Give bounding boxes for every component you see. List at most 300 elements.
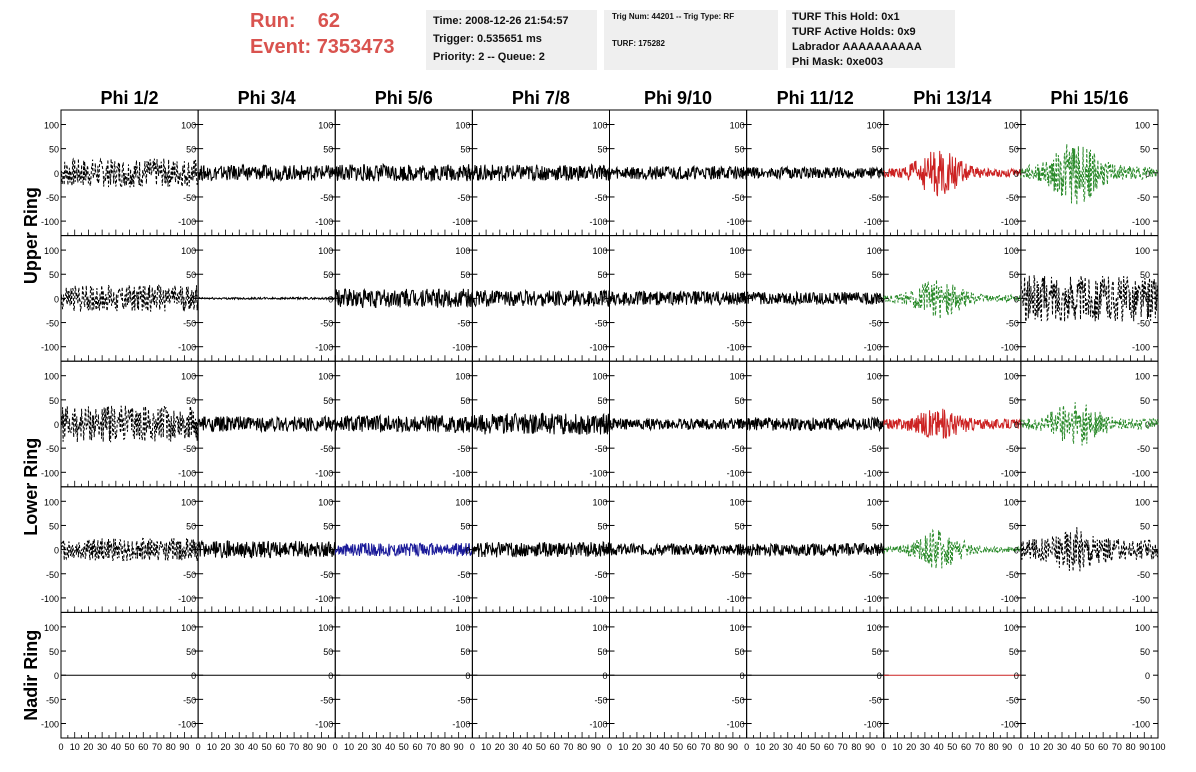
y-tick-label: 50 [871, 521, 882, 532]
y-tick-label: 50 [1139, 647, 1150, 658]
y-tick-label: -100 [452, 342, 471, 353]
y-tick-label: -100 [589, 593, 608, 604]
y-tick-label: -100 [1131, 342, 1150, 353]
y-tick-label: -100 [863, 342, 882, 353]
x-tick-label: 50 [947, 742, 958, 752]
y-tick-label: 50 [734, 521, 745, 532]
y-tick-label: -50 [1005, 695, 1019, 706]
y-tick-label: 0 [1144, 545, 1150, 556]
phi-mask-text: Phi Mask: 0xe003 [792, 56, 884, 68]
waveform-trace [61, 159, 198, 188]
y-tick-label: 100 [1134, 371, 1150, 382]
x-tick-label: 10 [343, 742, 354, 752]
y-tick-label: 50 [48, 395, 59, 406]
column-title: Phi 5/6 [374, 88, 433, 108]
x-tick-label: 40 [385, 742, 396, 752]
waveform-trace [1021, 402, 1158, 445]
x-tick-label: 20 [631, 742, 642, 752]
waveform-trace [884, 280, 1021, 319]
x-tick-label: 70 [426, 742, 437, 752]
x-tick-label: 60 [138, 742, 149, 752]
y-tick-label: 0 [602, 671, 608, 682]
y-tick-label: 100 [729, 246, 745, 257]
waveform-trace [335, 415, 472, 432]
y-tick-label: 0 [465, 168, 471, 179]
y-tick-label: 100 [866, 246, 882, 257]
x-tick-label: 40 [1070, 742, 1081, 752]
y-tick-label: 0 [465, 420, 471, 430]
y-tick-label: 100 [1003, 246, 1019, 257]
y-tick-label: 50 [1139, 395, 1150, 406]
x-tick-label: 20 [83, 742, 94, 752]
y-tick-label: -100 [863, 468, 882, 479]
x-tick-label: 0 [881, 742, 887, 752]
x-tick-label: 0 [606, 742, 613, 752]
y-tick-label: -50 [457, 318, 471, 329]
x-tick-label: 20 [769, 742, 780, 752]
y-tick-label: 50 [1139, 521, 1150, 532]
y-tick-label: 50 [1008, 395, 1019, 406]
y-tick-label: 0 [328, 420, 334, 430]
x-tick-label: 30 [919, 742, 930, 752]
y-tick-label: -100 [589, 468, 608, 479]
x-tick-label: 60 [961, 742, 972, 752]
y-tick-label: -100 [1131, 719, 1150, 730]
column-title: Phi 9/10 [644, 88, 713, 108]
waveform-trace [61, 406, 198, 443]
y-tick-label: -50 [731, 318, 745, 329]
y-tick-label: 0 [328, 671, 334, 682]
y-tick-label: -100 [315, 468, 334, 479]
y-tick-label: 0 [328, 294, 334, 305]
waveform-trace [335, 543, 472, 556]
y-tick-label: 100 [729, 371, 745, 382]
x-tick-label: 70 [700, 742, 711, 752]
y-tick-label: -50 [320, 318, 334, 329]
x-tick-label: 0 [58, 742, 64, 752]
y-tick-label: -50 [320, 192, 334, 203]
y-tick-label: 0 [328, 545, 334, 556]
y-tick-label: 100 [43, 120, 59, 131]
y-tick-label: 50 [1008, 521, 1019, 532]
x-tick-label: 20 [220, 742, 231, 752]
waveform-trace [747, 417, 884, 430]
turf-text: TURF: 175282 [612, 39, 665, 48]
x-tick-label: 40 [796, 742, 807, 752]
y-tick-label: -100 [589, 342, 608, 353]
y-tick-label: -50 [594, 444, 608, 455]
waveform-trace [747, 292, 884, 304]
y-tick-label: -100 [1131, 468, 1150, 479]
y-tick-label: 50 [871, 144, 882, 155]
waveform-trace [472, 413, 609, 434]
y-tick-label: 100 [592, 622, 608, 633]
y-tick-label: 50 [871, 647, 882, 658]
y-tick-label: 50 [734, 144, 745, 155]
x-tick-label: 80 [988, 742, 999, 752]
y-tick-label: -50 [731, 695, 745, 706]
y-tick-label: -50 [320, 695, 334, 706]
waveform-trace [610, 291, 747, 305]
x-tick-label: 90 [590, 742, 601, 752]
y-tick-label: -100 [1000, 719, 1019, 730]
x-tick-label: 70 [974, 742, 985, 752]
row-label: Nadir Ring [21, 629, 41, 721]
y-tick-label: -100 [178, 719, 197, 730]
x-tick-label: 80 [1125, 742, 1136, 752]
y-tick-label: -50 [868, 318, 882, 329]
column-title: Phi 3/4 [237, 88, 296, 108]
y-tick-label: 100 [455, 246, 471, 257]
y-tick-label: -100 [315, 719, 334, 730]
x-tick-label: 10 [69, 742, 80, 752]
y-tick-label: 0 [53, 545, 59, 556]
x-tick-label: 50 [261, 742, 272, 752]
y-tick-label: 100 [729, 622, 745, 633]
y-tick-label: 50 [323, 144, 334, 155]
y-tick-label: -50 [1005, 444, 1019, 455]
waveform-trace [747, 543, 884, 556]
x-tick-label: 0 [744, 742, 750, 752]
y-tick-label: 0 [328, 168, 334, 179]
x-tick-label: 0 [195, 742, 201, 752]
y-tick-label: 0 [1013, 671, 1019, 682]
x-tick-label: 70 [1111, 742, 1122, 752]
y-tick-label: 50 [597, 270, 608, 281]
x-tick-label: 50 [398, 742, 409, 752]
y-tick-label: 100 [43, 622, 59, 633]
column-title: Phi 13/14 [913, 88, 992, 108]
y-tick-label: -100 [589, 217, 608, 228]
x-tick-label: 70 [563, 742, 574, 752]
y-tick-label: 0 [1013, 168, 1019, 179]
y-tick-label: 0 [191, 168, 197, 179]
y-tick-label: 50 [460, 521, 471, 532]
x-tick-label: 10 [1029, 742, 1040, 752]
x-tick-label: 90 [1002, 742, 1013, 752]
x-tick-label: 0 [469, 742, 475, 752]
y-tick-label: 0 [1144, 671, 1150, 682]
y-tick-label: -100 [726, 342, 745, 353]
y-tick-label: 100 [592, 120, 608, 131]
y-tick-label: -50 [457, 192, 471, 203]
waveform-trace [472, 290, 609, 306]
y-tick-label: 100 [318, 371, 334, 382]
run-value: 62 [317, 10, 341, 32]
y-tick-label: 100 [318, 246, 334, 257]
y-tick-label: 0 [465, 545, 471, 556]
x-tick-label: 80 [302, 742, 313, 752]
x-tick-label: 30 [782, 742, 793, 752]
y-tick-label: 0 [53, 671, 59, 682]
x-tick-label: 20 [906, 742, 917, 752]
x-tick-label: 50 [673, 742, 684, 752]
y-tick-label: -100 [315, 217, 334, 228]
y-tick-label: -50 [1005, 318, 1019, 329]
waveform-trace [610, 418, 747, 430]
y-tick-label: -50 [868, 192, 882, 203]
waveform-trace [335, 164, 472, 181]
y-tick-label: 0 [602, 294, 608, 305]
y-tick-label: 0 [1013, 420, 1019, 430]
x-tick-label: 10 [618, 742, 629, 752]
y-tick-label: -100 [863, 719, 882, 730]
y-tick-label: 0 [876, 168, 882, 179]
x-tick-label: 30 [97, 742, 108, 752]
y-tick-label: -50 [45, 192, 59, 203]
time-text: Time: 2008-12-26 21:54:57 [433, 15, 569, 27]
y-tick-label: -100 [452, 468, 471, 479]
y-tick-label: 50 [597, 647, 608, 658]
y-tick-label: 50 [48, 270, 59, 281]
x-tick-label: 60 [823, 742, 834, 752]
y-tick-label: 100 [43, 371, 59, 382]
y-tick-label: 50 [48, 521, 59, 532]
trig-num-text: Trig Num: 44201 -- Trig Type: RF [612, 12, 735, 21]
y-tick-label: 100 [866, 371, 882, 382]
y-tick-label: 0 [53, 294, 59, 305]
x-tick-label: 40 [659, 742, 670, 752]
y-tick-label: 50 [734, 395, 745, 406]
y-tick-label: 0 [465, 294, 471, 305]
y-tick-label: -100 [726, 719, 745, 730]
y-tick-label: -100 [178, 468, 197, 479]
y-tick-label: 100 [866, 622, 882, 633]
x-tick-label: 30 [508, 742, 519, 752]
y-tick-label: 100 [1003, 371, 1019, 382]
y-tick-label: -50 [868, 569, 882, 580]
y-tick-label: 50 [186, 395, 197, 406]
y-tick-label: 0 [739, 420, 745, 430]
y-tick-label: 50 [186, 270, 197, 281]
y-tick-label: -100 [452, 719, 471, 730]
y-tick-label: -50 [731, 569, 745, 580]
y-tick-label: -50 [457, 569, 471, 580]
labrador-text: Labrador AAAAAAAAAA [792, 41, 922, 53]
x-tick-label: 20 [357, 742, 368, 752]
y-tick-label: 50 [871, 395, 882, 406]
y-tick-label: -100 [1000, 217, 1019, 228]
y-tick-label: 0 [191, 420, 197, 430]
y-tick-label: 0 [53, 168, 59, 179]
waveform-trace [1021, 527, 1158, 571]
y-tick-label: 50 [48, 144, 59, 155]
waveform-trace [610, 544, 747, 556]
x-tick-label: 0 [332, 742, 338, 752]
y-tick-label: -50 [1136, 444, 1150, 455]
x-tick-label: 80 [851, 742, 862, 752]
y-tick-label: 50 [597, 521, 608, 532]
y-tick-label: 50 [323, 270, 334, 281]
y-tick-label: 100 [181, 246, 197, 257]
y-tick-label: 100 [181, 497, 197, 508]
y-tick-label: 50 [460, 144, 471, 155]
y-tick-label: 50 [597, 395, 608, 406]
y-tick-label: 50 [186, 647, 197, 658]
x-tick-label: 70 [289, 742, 300, 752]
x-tick-label: 70 [151, 742, 162, 752]
turf-active-text: TURF Active Holds: 0x9 [792, 26, 916, 38]
y-tick-label: -50 [320, 444, 334, 455]
waveform-trace [884, 409, 1021, 439]
y-tick-label: 50 [460, 395, 471, 406]
y-tick-label: 100 [729, 120, 745, 131]
y-tick-label: 100 [729, 497, 745, 508]
y-tick-label: -50 [183, 569, 197, 580]
y-tick-label: 100 [1134, 246, 1150, 257]
y-tick-label: 100 [318, 120, 334, 131]
x-tick-label: 10 [206, 742, 217, 752]
y-tick-label: 100 [866, 497, 882, 508]
y-tick-label: -100 [589, 719, 608, 730]
y-tick-label: 50 [1139, 270, 1150, 281]
y-tick-label: 0 [739, 168, 745, 179]
y-tick-label: 50 [323, 521, 334, 532]
y-tick-label: 0 [739, 545, 745, 556]
y-tick-label: 0 [191, 294, 197, 305]
x-tick-label: 60 [686, 742, 697, 752]
waveform-trace [747, 167, 884, 179]
y-tick-label: 100 [1134, 497, 1150, 508]
x-tick-label: 80 [577, 742, 588, 752]
waveform-trace [610, 166, 747, 179]
y-tick-label: 50 [460, 270, 471, 281]
y-tick-label: -100 [1131, 593, 1150, 604]
x-tick-label: 10 [892, 742, 903, 752]
y-tick-label: 0 [1144, 294, 1150, 305]
run-label: Run: [250, 10, 296, 32]
y-tick-label: 100 [455, 120, 471, 131]
waveform-trace [61, 285, 198, 312]
x-tick-label: 90 [865, 742, 876, 752]
y-tick-label: -100 [726, 468, 745, 479]
y-tick-label: 100 [1003, 622, 1019, 633]
y-tick-label: 50 [597, 144, 608, 155]
x-tick-label: 90 [453, 742, 464, 752]
y-tick-label: 0 [1144, 168, 1150, 179]
x-tick-label: 40 [110, 742, 121, 752]
priority-text: Priority: 2 -- Queue: 2 [433, 51, 545, 63]
y-tick-label: -50 [594, 318, 608, 329]
y-tick-label: 50 [186, 144, 197, 155]
y-tick-label: 50 [1008, 647, 1019, 658]
x-tick-label: 80 [439, 742, 450, 752]
y-tick-label: 100 [455, 622, 471, 633]
y-tick-label: 0 [602, 420, 608, 430]
x-tick-label: 50 [124, 742, 135, 752]
y-tick-label: -100 [40, 593, 59, 604]
column-title: Phi 11/12 [776, 88, 854, 108]
waveform-trace [472, 542, 609, 557]
y-tick-label: 0 [191, 545, 197, 556]
y-tick-label: -50 [731, 444, 745, 455]
y-tick-label: 50 [323, 395, 334, 406]
y-tick-label: 0 [602, 168, 608, 179]
x-tick-label: 50 [535, 742, 546, 752]
y-tick-label: -50 [183, 444, 197, 455]
y-tick-label: 0 [53, 420, 59, 430]
x-tick-label: 90 [179, 742, 190, 752]
y-tick-label: -100 [40, 342, 59, 353]
y-tick-label: -100 [863, 593, 882, 604]
waveform-trace [335, 289, 472, 308]
y-tick-label: -100 [315, 593, 334, 604]
y-tick-label: -100 [178, 593, 197, 604]
y-tick-label: -50 [457, 695, 471, 706]
x-tick-label: 10 [481, 742, 492, 752]
y-tick-label: -100 [40, 217, 59, 228]
y-tick-label: -50 [183, 192, 197, 203]
x-tick-label: 50 [810, 742, 821, 752]
y-tick-label: 100 [181, 120, 197, 131]
y-tick-label: -100 [726, 217, 745, 228]
y-tick-label: 100 [318, 497, 334, 508]
x-tick-label: 70 [837, 742, 848, 752]
y-tick-label: 100 [181, 622, 197, 633]
y-tick-label: 0 [876, 545, 882, 556]
y-tick-label: -100 [315, 342, 334, 353]
x-tick-label: 30 [371, 742, 382, 752]
y-tick-label: 50 [323, 647, 334, 658]
y-tick-label: 50 [460, 647, 471, 658]
y-tick-label: 50 [871, 270, 882, 281]
x-tick-label: 40 [933, 742, 944, 752]
trigger-text: Trigger: 0.535651 ms [433, 33, 542, 45]
y-tick-label: -50 [183, 695, 197, 706]
x-tick-label: 40 [247, 742, 258, 752]
y-tick-label: 100 [455, 497, 471, 508]
y-tick-label: 100 [181, 371, 197, 382]
x-tick-label: 90 [1139, 742, 1150, 752]
y-tick-label: 100 [1003, 120, 1019, 131]
waveform-trace [198, 297, 335, 299]
x-tick-label: 10 [755, 742, 766, 752]
y-tick-label: -100 [726, 593, 745, 604]
y-tick-label: -100 [1000, 468, 1019, 479]
y-tick-label: -50 [45, 444, 59, 455]
x-tick-label: 60 [549, 742, 560, 752]
x-tick-label: 20 [1043, 742, 1054, 752]
x-tick-label: 30 [234, 742, 245, 752]
y-tick-label: -100 [1000, 342, 1019, 353]
y-tick-label: 100 [866, 120, 882, 131]
y-tick-label: 50 [734, 270, 745, 281]
y-tick-label: 100 [43, 497, 59, 508]
y-tick-label: 100 [1134, 120, 1150, 131]
y-tick-label: -100 [178, 217, 197, 228]
x-tick-label: 50 [1084, 742, 1095, 752]
y-tick-label: 100 [318, 622, 334, 633]
waveform-trace [472, 165, 609, 181]
y-tick-label: -50 [457, 444, 471, 455]
y-tick-label: -50 [1005, 192, 1019, 203]
x-tick-label: 30 [645, 742, 656, 752]
y-tick-label: 0 [1013, 294, 1019, 305]
column-title: Phi 1/2 [100, 88, 159, 108]
x-tick-label: 0 [1018, 742, 1024, 752]
y-tick-label: 100 [592, 371, 608, 382]
y-tick-label: 50 [48, 647, 59, 658]
y-tick-label: 0 [739, 294, 745, 305]
waveform-trace [198, 416, 335, 431]
y-tick-label: -100 [1131, 217, 1150, 228]
y-tick-label: 0 [1013, 545, 1019, 556]
y-tick-label: 0 [602, 545, 608, 556]
y-tick-label: -50 [594, 192, 608, 203]
y-tick-label: 100 [592, 497, 608, 508]
y-tick-label: 0 [191, 671, 197, 682]
row-label: Upper Ring [21, 187, 41, 285]
